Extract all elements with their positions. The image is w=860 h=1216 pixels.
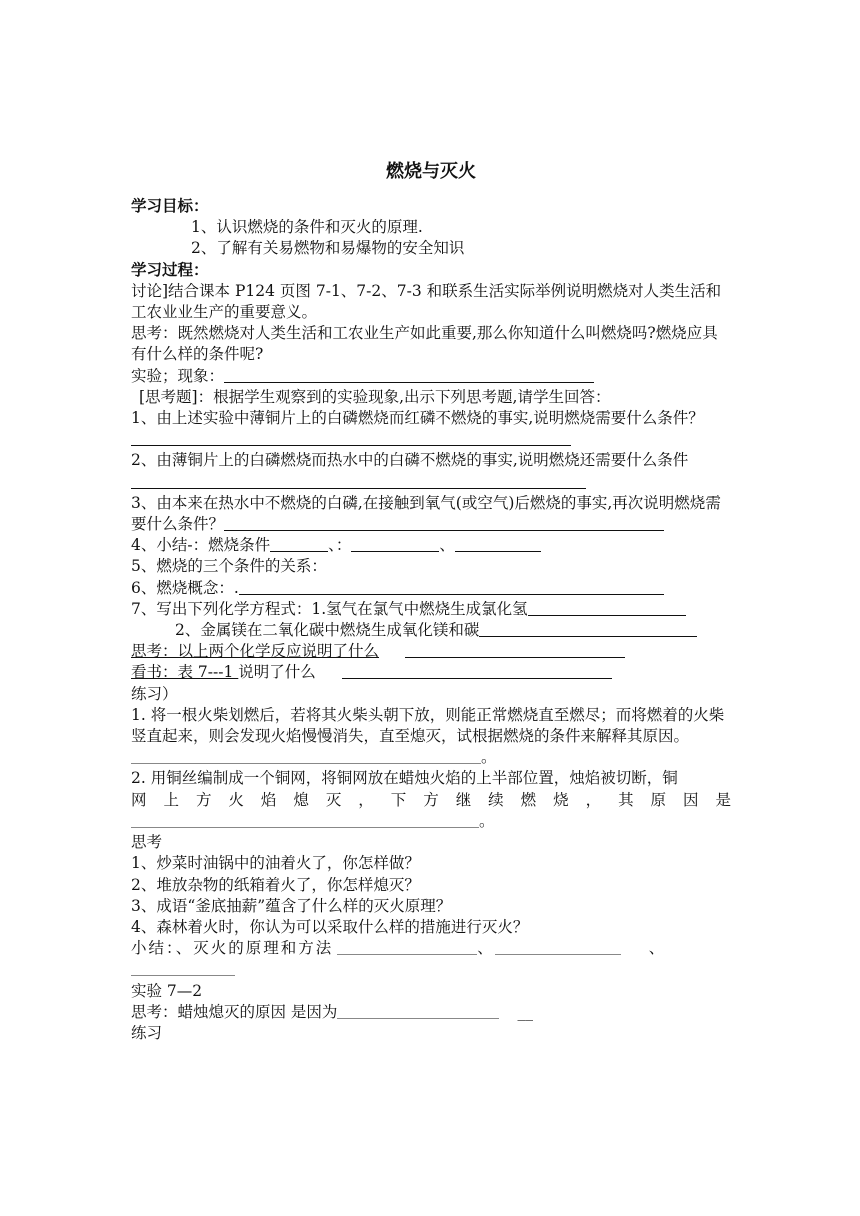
read-line	[131, 662, 731, 683]
question-4	[131, 535, 731, 556]
question-1-text: 1、由上述实验中薄铜片上的白磷燃烧而红磷不燃烧的事实,说明燃烧需要什么条件？	[131, 409, 704, 428]
question-4-sep: 、：	[328, 536, 352, 555]
questions-intro: [思考题]：根据学生观察到的实验现象,出示下列思考题,请学生回答：	[139, 387, 611, 406]
experiment-2-think-text: 思考：蜡烛熄灭的原因 是因为	[131, 1002, 338, 1021]
practice-2-line-3	[131, 811, 731, 832]
think-line-2	[131, 641, 731, 662]
practice-1	[131, 705, 731, 769]
objective-item-1: 1、认识燃烧的条件和灭火的原理.	[191, 218, 423, 237]
question-3	[131, 493, 731, 535]
question-6	[131, 578, 731, 599]
question-7	[131, 599, 731, 620]
answer-blank[interactable]	[224, 367, 594, 383]
practice-heading: 练习）	[131, 684, 178, 703]
answer-blank[interactable]	[455, 536, 541, 552]
answer-blank[interactable]	[131, 473, 586, 489]
process-heading: 学习过程：	[131, 260, 209, 279]
question-4-sep: 、	[439, 536, 455, 555]
read-label: 看书：表 7---1	[131, 663, 239, 682]
answer-blank[interactable]	[270, 536, 328, 552]
think-text-1: 思考：既然燃烧对人类生活和工农业生产如此重要,那么你知道什么叫燃烧吗?燃烧应具有什么样的条件呢?	[131, 324, 718, 364]
summary-sep: 、	[648, 939, 667, 958]
answer-blank[interactable]	[479, 621, 697, 637]
question-1	[131, 408, 731, 450]
answer-blank[interactable]	[239, 579, 664, 595]
final-heading: 练习	[131, 1023, 163, 1042]
answer-blank[interactable]	[342, 663, 612, 679]
summary-text: 小结：、灭火的原理和方法	[131, 939, 334, 958]
experiment-line	[131, 366, 731, 387]
read-text: 说明了什么	[238, 663, 316, 682]
answer-blank[interactable]	[131, 960, 235, 976]
discussion-text: 讨论]结合课本 P124 页图 7-1、7-2、7-3 和联系生活实际举例说明燃烧对人类生活和工农业业生产的重要意义。	[131, 281, 722, 322]
objective-item-2: 2、了解有关易燃物和易爆物的安全知识	[191, 239, 465, 258]
thinking-item-3: 3、成语“釜底抽薪”蕴含了什么样的灭火原理？	[131, 896, 452, 915]
answer-blank[interactable]	[495, 939, 621, 955]
practice-2-line-1: 2. 用铜丝编制成一个铜网，将铜网放在蜡烛火焰的上半部位置，烛焰被切断，铜	[131, 769, 678, 788]
answer-blank[interactable]	[131, 430, 571, 446]
practice-1-text: 1. 将一根火柴划燃后，若将其火柴头朝下放，则能正常燃烧直至燃尽；而将燃着的火柴竖直起来，则会发现火焰慢慢消失，直至熄灭，试根据燃烧的条件来解释其原因。	[131, 705, 725, 746]
objectives-heading: 学习目标：	[131, 197, 209, 215]
question-2-text: 2、由薄铜片上的白磷燃烧而热水中的白磷不燃烧的事实,说明燃烧还需要什么条件	[131, 451, 689, 470]
summary-sep: 、	[477, 939, 495, 958]
practice-2-end: 。	[479, 811, 495, 830]
answer-blank[interactable]	[337, 1003, 499, 1019]
question-5: 5、燃烧的三个条件的关系：	[131, 557, 327, 576]
experiment-label: 实验；现象：	[131, 366, 225, 385]
practice-1-end: 。	[481, 748, 497, 767]
experiment-2-think	[131, 1002, 731, 1023]
thinking-item-2: 2、堆放杂物的纸箱着火了，你怎样熄灭？	[131, 875, 420, 894]
question-7b	[131, 620, 731, 641]
thinking-item-1: 1、炒菜时油锅中的油着火了，你怎样做？	[131, 854, 420, 873]
page-title: 燃烧与灭火	[386, 161, 476, 182]
question-3-text: 3、由本来在热水中不燃烧的白磷,在接触到氧气(或空气)后燃烧的事实,再次说明燃烧需要什么条件？	[131, 493, 721, 534]
think-text-2: 思考：以上两个化学反应说明了什么	[131, 642, 380, 661]
question-7-text: 7、写出下列化学方程式：1.氢气在氯气中燃烧生成氯化氢	[131, 599, 528, 618]
answer-blank[interactable]	[337, 939, 477, 955]
worksheet-page	[131, 160, 731, 1044]
answer-blank[interactable]	[131, 748, 481, 764]
summary-blank-line	[131, 959, 731, 980]
answer-blank[interactable]	[405, 642, 625, 658]
question-7b-text: 2、金属镁在二氧化碳中燃烧生成氧化镁和碳	[175, 621, 480, 640]
answer-blank[interactable]	[528, 600, 686, 616]
question-6-text: 6、燃烧概念：.	[131, 578, 239, 597]
experiment-2-tail: __	[517, 1002, 533, 1021]
experiment-2-title: 实验 7—2	[131, 981, 203, 1000]
thinking-item-4: 4、森林着火时，你认为可以采取什么样的措施进行灭火？	[131, 917, 529, 936]
answer-blank[interactable]	[131, 812, 479, 828]
answer-blank[interactable]	[351, 536, 439, 552]
answer-blank[interactable]	[224, 515, 664, 531]
thinking-summary	[131, 938, 731, 959]
practice-2-line-2: 网上方火焰熄灭，下方继续燃烧，其原因是	[131, 790, 731, 809]
question-2	[131, 450, 731, 492]
thinking-heading: 思考	[131, 833, 163, 852]
question-4-text: 4、小结-：燃烧条件	[131, 536, 271, 555]
